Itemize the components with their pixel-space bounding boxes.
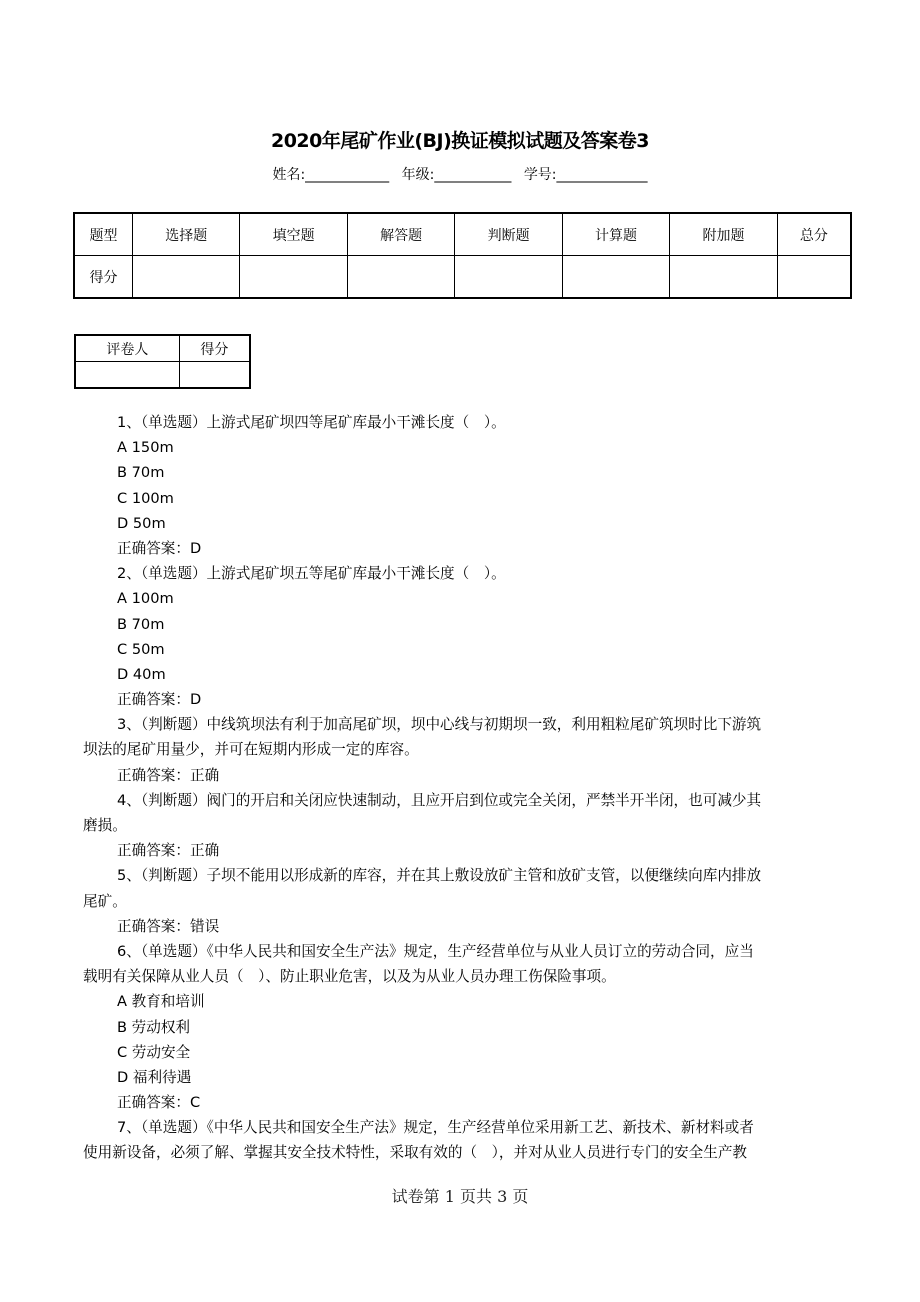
question-line: 坝法的尾矿用量少，并可在短期内形成一定的库容。 <box>83 741 419 759</box>
score-cell <box>133 256 240 299</box>
score-header-cell: 题型 <box>74 213 133 256</box>
question-line: 正确答案：正确 <box>117 842 220 860</box>
question-list <box>83 410 843 1166</box>
score-cell <box>562 256 669 299</box>
question-line: C 50m <box>117 640 165 658</box>
question-line: A 100m <box>117 590 174 608</box>
score-table-header-row <box>74 213 851 256</box>
score-cell <box>455 256 562 299</box>
question-line: 正确答案：D <box>117 539 202 557</box>
grader-score-header: 得分 <box>179 335 250 362</box>
score-cell <box>777 256 851 299</box>
page-title: 2020年尾矿作业(BJ)换证模拟试题及答案卷3 <box>270 130 650 152</box>
question-line: 1、（单选题）上游式尾矿坝四等尾矿库最小干滩长度（ ）。 <box>117 414 506 431</box>
score-cell <box>347 256 454 299</box>
question-line: D 50m <box>117 514 166 532</box>
score-table-score-row <box>74 256 851 299</box>
grader-header: 评卷人 <box>75 335 179 362</box>
question-line: B 70m <box>117 615 165 633</box>
page-footer: 试卷第 1 页共 3 页 <box>391 1187 529 1206</box>
grader-cell <box>75 362 179 389</box>
question-line: 尾矿。 <box>83 892 127 910</box>
score-header-cell: 附加题 <box>670 213 777 256</box>
question-line: 载明有关保障从业人员（ ）、防止职业危害，以及为从业人员办理工伤保险事项。 <box>83 968 616 986</box>
score-header-cell: 判断题 <box>455 213 562 256</box>
question-line: 3、（判断题）中线筑坝法有利于加高尾矿坝，坝中心线与初期坝一致，利用粗粒尾矿筑坝时比下游筑 <box>117 716 762 734</box>
question-line: 正确答案：C <box>117 1094 201 1112</box>
question-line: 正确答案：正确 <box>117 766 220 784</box>
question-line: A 150m <box>117 439 174 457</box>
score-header-cell: 解答题 <box>347 213 454 256</box>
question-line: 正确答案：D <box>117 691 202 709</box>
score-header-cell: 总分 <box>777 213 851 256</box>
grader-score-cell <box>179 362 250 389</box>
question-line: 5、（判断题）子坝不能用以形成新的库容，并在其上敷设放矿主管和放矿支管，以便继续向库内排放 <box>117 867 762 885</box>
score-cell <box>670 256 777 299</box>
question-line: C 100m <box>117 489 174 507</box>
question-line: B 劳动权利 <box>117 1018 191 1036</box>
score-row-label: 得分 <box>74 256 133 299</box>
student-info <box>0 164 920 184</box>
grader-table <box>74 334 251 389</box>
question-line: 正确答案：错误 <box>117 917 220 935</box>
question-line: B 70m <box>117 464 165 482</box>
question-line: 4、（判断题）阀门的开启和关闭应快速制动，且应开启到位或完全关闭，严禁半开半闭，也可减少其 <box>117 791 762 809</box>
score-header-cell: 选择题 <box>133 213 240 256</box>
question-line: D 福利待遇 <box>117 1068 192 1086</box>
question-line: 使用新设备，必须了解、掌握其安全技术特性，采取有效的（ ），并对从业人员进行专门的安全生产教 <box>83 1144 748 1162</box>
grade-field: 年级:___________ <box>401 167 512 183</box>
question-line: 磨损。 <box>83 817 127 834</box>
question-line: D 40m <box>117 665 166 683</box>
question-line: 6、（单选题）《中华人民共和国安全生产法》规定，生产经营单位与从业人员订立的劳动合同，应当 <box>117 942 754 960</box>
score-header-cell: 计算题 <box>562 213 669 256</box>
score-cell <box>240 256 347 299</box>
score-table <box>73 212 852 299</box>
score-header-cell: 填空题 <box>240 213 347 256</box>
question-line: 7、（单选题）《中华人民共和国安全生产法》规定，生产经营单位采用新工艺、新技术、新材料或者 <box>117 1119 754 1137</box>
question-line: C 劳动安全 <box>117 1043 191 1061</box>
name-field: 姓名:____________ <box>272 167 390 183</box>
question-line: A 教育和培训 <box>117 993 205 1011</box>
question-line: 2、（单选题）上游式尾矿坝五等尾矿库最小干滩长度（ ）。 <box>117 565 506 583</box>
id-field: 学号:_____________ <box>523 167 648 183</box>
